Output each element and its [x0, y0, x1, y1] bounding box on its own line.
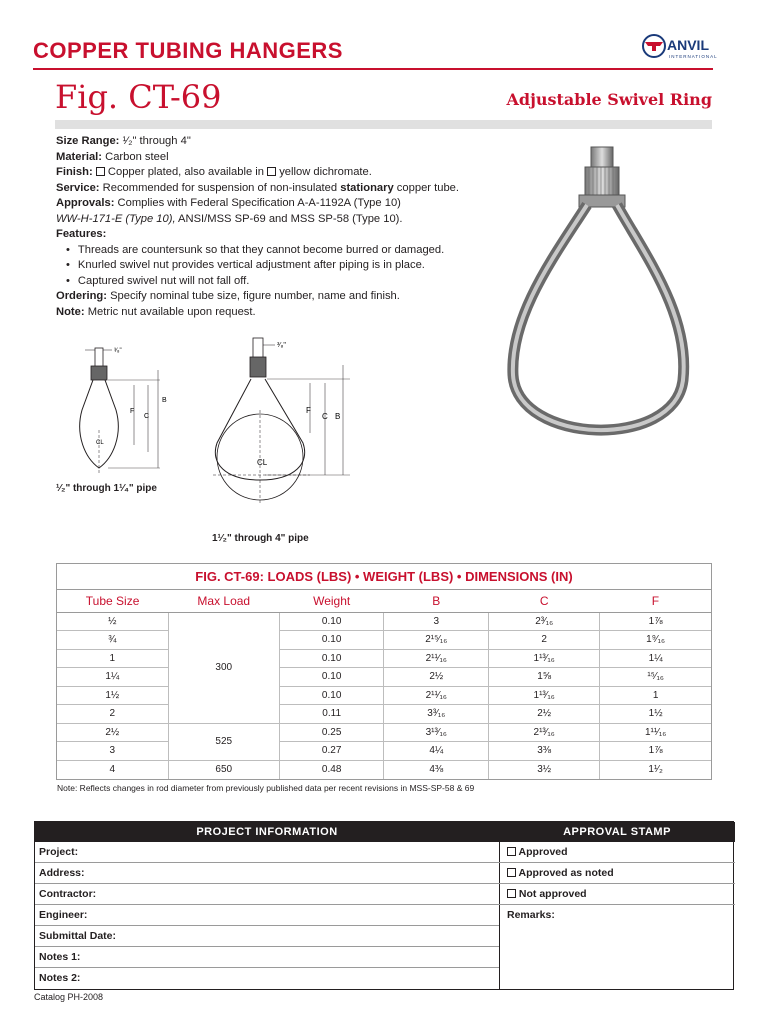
features-list [66, 243, 476, 290]
table-row: 2 0.11 3³⁄₁₆ 2½ 1½ [57, 705, 711, 724]
large-centerline-label: CL [257, 458, 268, 467]
project-information-form [34, 821, 734, 990]
table-row: 1¼ 0.10 2½ 1⅝ ¹⁵⁄₁₆ [57, 668, 711, 687]
small-dim-c: C [144, 413, 150, 420]
col-c: C [489, 590, 600, 612]
logo-sub-text: INTERNATIONAL [669, 54, 718, 59]
col-weight: Weight [279, 590, 384, 612]
hanger-photo [505, 145, 695, 465]
table-row: 2½ 525 0.25 3¹³⁄₁₆ 2¹³⁄₁₆ 1¹¹⁄₁₆ [57, 723, 711, 742]
title-underbar [55, 120, 712, 129]
col-f: F [600, 590, 711, 612]
small-dimension-diagram [60, 340, 185, 480]
approval-stamp-header: APPROVAL STAMP [499, 822, 735, 842]
page-header-title: COPPER TUBING HANGERS [33, 38, 343, 63]
catalog-number: Catalog PH-2008 [34, 992, 104, 1002]
feature-item: • Threads are countersunk so that they cannot become burred or damaged. [66, 243, 476, 259]
approved-as-noted-option[interactable]: Approved as noted [499, 863, 735, 884]
loads-table [57, 590, 711, 779]
approved-option[interactable]: Approved [499, 842, 735, 863]
table-title: FIG. CT-69: LOADS (LBS) • WEIGHT (LBS) • DIMENSIONS (IN) [57, 564, 711, 590]
large-rod-label: ³⁄₈" [277, 342, 286, 349]
project-info-header: PROJECT INFORMATION [35, 822, 499, 842]
figure-subtitle: Adjustable Swivel Ring [506, 90, 712, 109]
logo-brand-text: ANVIL [667, 37, 709, 53]
loads-table-container [56, 563, 712, 780]
table-row: 1½ 0.10 2¹¹⁄₁₆ 1¹³⁄₁₆ 1 [57, 686, 711, 705]
col-max-load: Max Load [168, 590, 279, 612]
engineer-field[interactable]: Engineer: [35, 905, 499, 926]
finish-copper-checkbox[interactable] [96, 167, 105, 176]
table-row: 4 650 0.48 4⅜ 3½ 1¹⁄₂ [57, 760, 711, 779]
notes2-field[interactable]: Notes 2: [39, 972, 81, 984]
feature-item: • Knurled swivel nut provides vertical adjustment after piping is in place. [66, 258, 476, 274]
feature-item: • Captured swivel nut will not fall off. [66, 274, 476, 290]
table-row: 1 0.10 2¹¹⁄₁₆ 1¹³⁄₁₆ 1¼ [57, 649, 711, 668]
remarks-field[interactable]: Remarks: [507, 909, 555, 921]
small-rod-label: ³⁄₈" [114, 348, 122, 354]
approved-checkbox[interactable] [507, 847, 516, 856]
large-dimension-diagram [205, 335, 355, 515]
small-dim-b: B [162, 397, 167, 404]
table-row: 3 0.27 4¼ 3⅜ 1⅞ [57, 742, 711, 761]
large-dim-c: C [322, 412, 328, 421]
col-b: B [384, 590, 489, 612]
approved-as-noted-checkbox[interactable] [507, 868, 516, 877]
col-tube-size: Tube Size [57, 590, 168, 612]
max-load-525: 525 [168, 723, 279, 760]
max-load-300: 300 [168, 612, 279, 723]
large-dim-b: B [335, 412, 341, 421]
not-approved-option[interactable]: Not approved [499, 884, 735, 905]
table-row: ½ 300 0.10 3 2³⁄₁₆ 1⅞ [57, 612, 711, 631]
specifications: Size Range: ¹⁄₂" through 4" Material: Carbon steel Finish: Copper plated, also available in yellow dichromate. Service: Recommended for suspension of non-insulated stationary copper tube. Approvals: Complies with Federal Specification A-A-1192A (Type 10) WW-H-171-E (Type 10), ANSI/MSS SP-69 and MSS SP-58 (Type 10). Features: • Threads are countersunk so that they cannot become burred or damaged. • Knurled swivel nut provides vertical adjustment after piping is in place. • Captured swivel nut will not fall off. Ordering: Specify nominal tube size, figure number, name and finish. Note: Metric nut available upon request. [56, 134, 476, 320]
large-diagram-caption: 1¹⁄₂" through 4" pipe [212, 533, 309, 544]
submittal-date-field[interactable]: Submittal Date: [35, 926, 499, 947]
address-field[interactable]: Address: [35, 863, 499, 884]
large-dim-f: F [306, 406, 311, 415]
contractor-field[interactable]: Contractor: [35, 884, 499, 905]
figure-title: Fig. CT-69 [55, 78, 222, 116]
table-footnote: Note: Reflects changes in rod diameter from previously published data per recent revisions in MSS-SP-58 & 69 [57, 783, 475, 793]
not-approved-checkbox[interactable] [507, 889, 516, 898]
small-dim-f: F [130, 408, 135, 415]
small-centerline-label: CL [96, 440, 104, 446]
header-divider [33, 68, 713, 70]
small-diagram-caption: ¹⁄₂" through 1¹⁄₄" pipe [56, 483, 157, 494]
anvil-logo [640, 34, 740, 62]
finish-yellow-checkbox[interactable] [267, 167, 276, 176]
notes1-field[interactable]: Notes 1: [35, 947, 499, 968]
table-row: ¾ 0.10 2¹⁵⁄₁₆ 2 1⁹⁄₁₆ [57, 631, 711, 650]
project-field[interactable]: Project: [35, 842, 499, 863]
